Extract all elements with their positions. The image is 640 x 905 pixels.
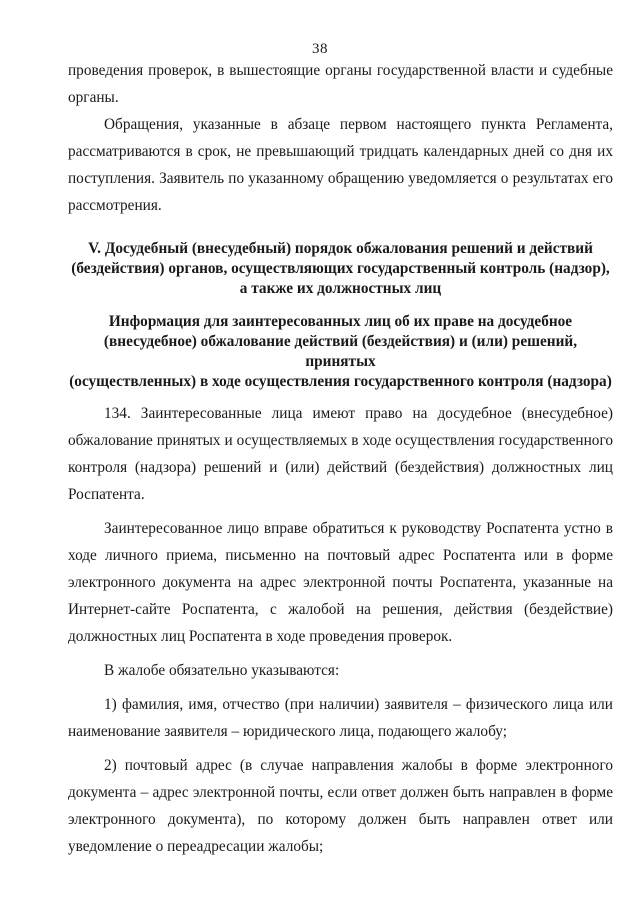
section-heading-line-1: V. Досудебный (внесудебный) порядок обжалования решений и действий <box>88 240 593 257</box>
list-item-1: 1) фамилия, имя, отчество (при наличии) заявителя – физического лица или наименование заявителя – юридического лица, подающего жалобу; <box>68 696 613 740</box>
paragraph-complaint-requirements: В жалобе обязательно указываются: <box>104 662 340 679</box>
page-number: 38 <box>312 41 328 57</box>
paragraph-134: 134. Заинтересованные лица имеют право на досудебное (внесудебное) обжалование принятых и осуществляемых в ходе осуществления государственного контроля (надзора) решений и (или) действий (бездействия) должностных лиц Роспатента. <box>68 405 613 503</box>
subsection-heading-line-2: (внесудебное) обжалование действий (бездействия) и (или) решений, принятых <box>103 333 578 370</box>
document-body <box>68 57 613 860</box>
section-heading-line-2: (бездействия) органов, осуществляющих государственный контроль (надзор), <box>71 260 610 277</box>
paragraph-appeal-channels: Заинтересованное лицо вправе обратиться к руководству Роспатента устно в ходе личного приема, письменно на почтовый адрес Роспатента или в форме электронного документа на адрес электронной почты Роспатента, указанные на Интернет-сайте Роспатента, с жалобой на решения, действия (бездействие) должностных лиц Роспатента в ходе проведения проверок. <box>68 520 613 645</box>
section-heading-line-3: а также их должностных лиц <box>239 280 442 297</box>
subsection-heading <box>68 312 613 392</box>
section-heading <box>68 239 613 299</box>
paragraph-appeals-term: Обращения, указанные в абзаце первом настоящего пункта Регламента, рассматриваются в срок, не превышающий тридцать календарных дней со дня их поступления. Заявитель по указанному обращению уведомляется о результатах его рассмотрения. <box>68 116 613 214</box>
subsection-heading-line-1: Информация для заинтересованных лиц об их праве на досудебное <box>108 313 573 330</box>
subsection-heading-line-3: (осуществленных) в ходе осуществления государственного контроля (надзора) <box>69 373 612 390</box>
list-item-2: 2) почтовый адрес (в случае направления жалобы в форме электронного документа – адрес электронной почты, если ответ должен быть направлен в форме электронного документа), по которому должен быть направлен ответ или уведомление о переадресации жалобы; <box>68 757 613 855</box>
paragraph-continuation: проведения проверок, в вышестоящие органы государственной власти и судебные органы. <box>68 62 613 106</box>
